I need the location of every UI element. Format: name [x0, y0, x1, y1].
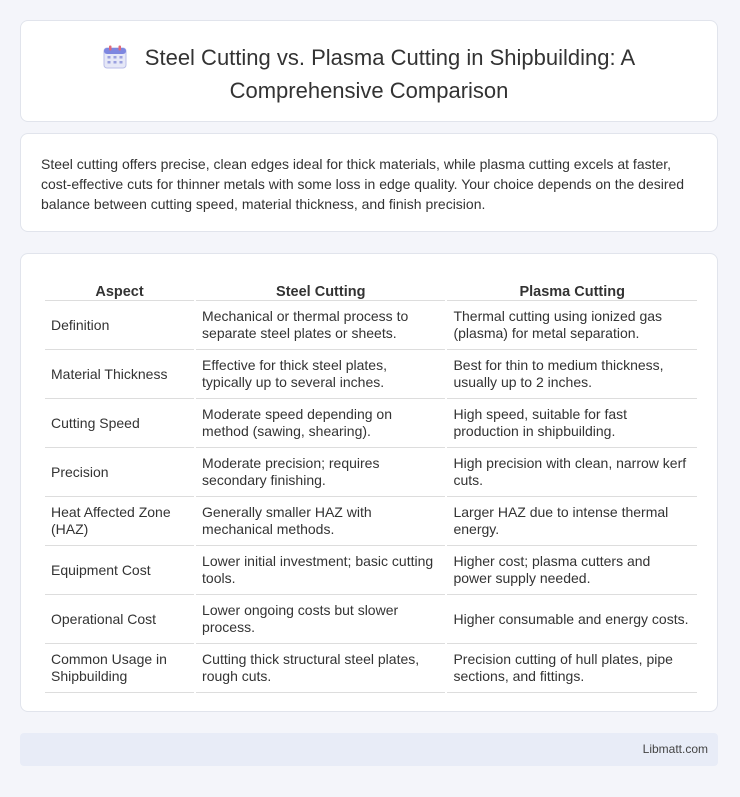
table-row	[45, 448, 697, 497]
table-cell: Moderate precision; requires secondary finishing.	[196, 448, 445, 497]
table-row	[45, 301, 697, 350]
table-cell: High precision with clean, narrow kerf cuts.	[447, 448, 697, 497]
table-cell: Best for thin to medium thickness, usually up to 2 inches.	[447, 350, 697, 399]
column-header: Aspect	[45, 275, 194, 301]
title-card	[20, 20, 718, 122]
table-cell: Heat Affected Zone (HAZ)	[45, 497, 194, 546]
table-cell: Material Thickness	[45, 350, 194, 399]
table-cell: Larger HAZ due to intense thermal energy.	[447, 497, 697, 546]
table-cell: Moderate speed depending on method (sawing, shearing).	[196, 399, 445, 448]
table-cell: High speed, suitable for fast production in shipbuilding.	[447, 399, 697, 448]
table-row	[45, 350, 697, 399]
table-cell: Higher consumable and energy costs.	[447, 595, 697, 644]
column-header: Plasma Cutting	[447, 275, 697, 301]
table-cell: Precision cutting of hull plates, pipe sections, and fittings.	[447, 644, 697, 693]
table-row	[45, 546, 697, 595]
page-title: Steel Cutting vs. Plasma Cutting in Shipbuilding: A Comprehensive Comparison	[144, 45, 636, 103]
table-cell: Lower initial investment; basic cutting tools.	[196, 546, 445, 595]
page-title-wrap	[21, 43, 717, 105]
table-cell: Common Usage in Shipbuilding	[45, 644, 194, 693]
table-cell: Mechanical or thermal process to separate steel plates or sheets.	[196, 301, 445, 350]
table-row	[45, 399, 697, 448]
comparison-table	[43, 275, 699, 693]
table-cell: Operational Cost	[45, 595, 194, 644]
table-cell: Generally smaller HAZ with mechanical methods.	[196, 497, 445, 546]
column-header: Steel Cutting	[196, 275, 445, 301]
table-cell: Effective for thick steel plates, typically up to several inches.	[196, 350, 445, 399]
summary-text: Steel cutting offers precise, clean edges ideal for thick materials, while plasma cutting excels at faster, cost-effective cuts for thinner metals with some loss in edge quality. Your choice depends on the desired balance between cutting speed, material thickness, and finish precision.	[41, 156, 685, 212]
table-cell: Cutting thick structural steel plates, rough cuts.	[196, 644, 445, 693]
table-row	[45, 644, 697, 693]
comparison-table-card	[20, 253, 718, 712]
table-cell: Precision	[45, 448, 194, 497]
calendar-icon	[103, 45, 127, 76]
table-cell: Thermal cutting using ionized gas (plasma) for metal separation.	[447, 301, 697, 350]
footer-brand[interactable]: Libmatt.com	[642, 742, 708, 756]
table-row	[45, 497, 697, 546]
table-cell: Higher cost; plasma cutters and power supply needed.	[447, 546, 697, 595]
table-cell: Equipment Cost	[45, 546, 194, 595]
table-cell: Cutting Speed	[45, 399, 194, 448]
summary-card	[20, 133, 718, 232]
table-row	[45, 595, 697, 644]
table-cell: Lower ongoing costs but slower process.	[196, 595, 445, 644]
table-cell: Definition	[45, 301, 194, 350]
table-header-row	[45, 275, 697, 301]
footer	[20, 733, 718, 766]
